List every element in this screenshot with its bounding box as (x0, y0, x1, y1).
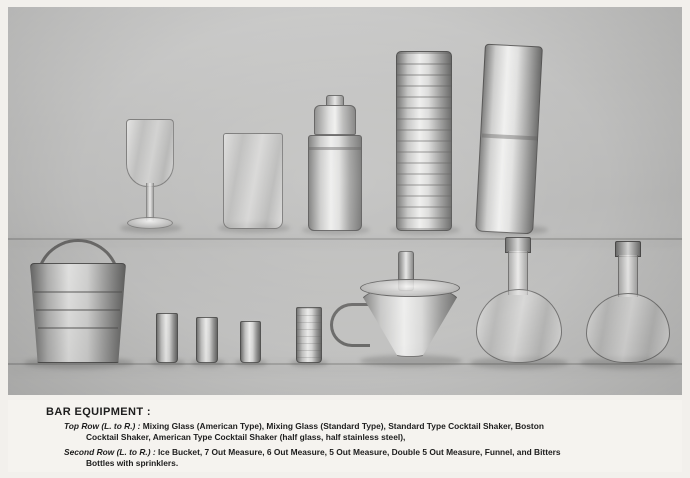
mixing-glass-american-stem (146, 183, 154, 221)
ice-bucket (30, 263, 126, 363)
mixing-glass-american-foot (127, 217, 173, 229)
measure-5-out (240, 321, 261, 363)
funnel-rim (360, 279, 460, 297)
caption-top-row-text: Mixing Glass (American Type), Mixing Glass (Standard Type), Standard Type Cocktail Shaker, Boston (140, 421, 544, 431)
funnel-handle (330, 303, 370, 347)
caption-second-row (64, 447, 682, 468)
caption-top-row (64, 421, 682, 442)
measure-double-5-out (296, 307, 322, 363)
boston-cocktail-shaker (396, 51, 452, 231)
caption-second-row-label: Second Row (L. to R.) : (64, 447, 156, 458)
caption-title: BAR EQUIPMENT : (46, 406, 151, 418)
ice-bucket-band-lower (38, 327, 118, 329)
mixing-glass-american-bowl (126, 119, 174, 187)
ice-bucket-band-middle (36, 309, 120, 311)
caption-top-row-continuation: Cocktail Shaker, American Type Cocktail Shaker (half glass, half stainless steel), (86, 431, 406, 442)
bitters-bottle-1 (476, 289, 562, 363)
caption-block (8, 400, 682, 472)
caption-second-row-text: Ice Bucket, 7 Out Measure, 6 Out Measure, 5 Out Measure, Double 5 Out Measure, Funnel, and Bitters (155, 447, 561, 458)
measure-7-out (156, 313, 178, 363)
standard-shaker-top (314, 105, 356, 135)
bitters-bottle-2-neck (618, 255, 638, 297)
bitters-bottle-2 (586, 293, 670, 363)
caption-top-row-label: Top Row (L. to R.) : (64, 421, 141, 431)
standard-shaker-band (308, 147, 362, 150)
measure-6-out (196, 317, 218, 363)
ice-bucket-band-upper (34, 291, 122, 293)
photograph-plate (8, 7, 682, 395)
caption-second-row-continuation: Bottles with sprinklers. (86, 457, 179, 468)
mixing-glass-standard (223, 133, 283, 229)
shelf-line-top (8, 238, 682, 240)
